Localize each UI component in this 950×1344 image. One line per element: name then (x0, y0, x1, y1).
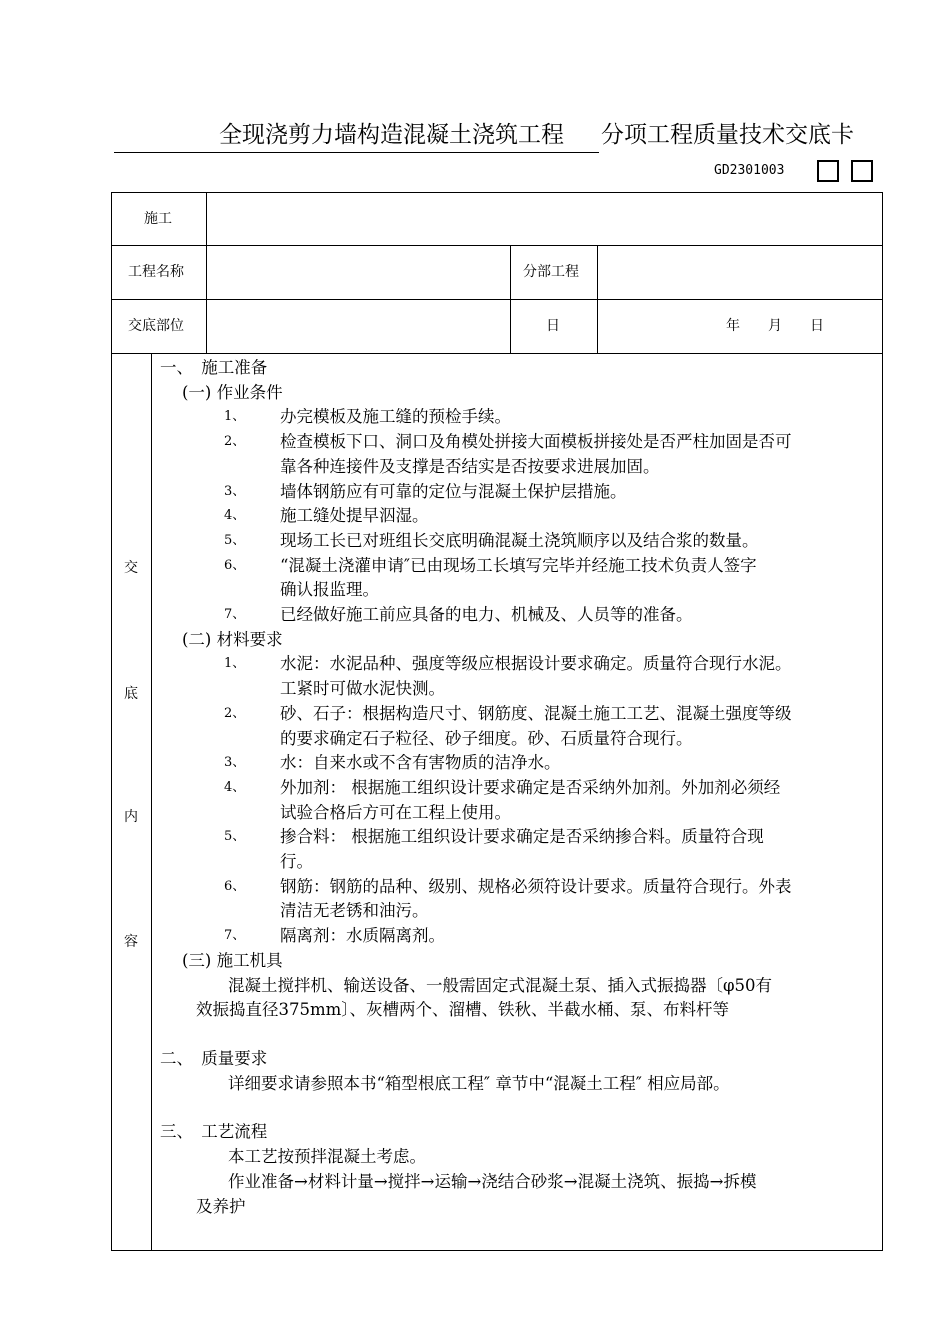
section-1a-title: (一) 作业条件 (182, 382, 283, 402)
item-number: 4、 (224, 779, 246, 795)
item-text-line: 砂、石子：根据构造尺寸、钢筋度、混凝土施工工艺、混凝土强度等级 (280, 703, 792, 723)
item-text-line: “混凝土浇灌申请″已由现场工长填写完毕并经施工技术负责人签字 (280, 555, 757, 575)
item-number: 1、 (224, 656, 246, 672)
document-title (114, 118, 884, 152)
process-text-1: 本工艺按预拌混凝土考虑。 (228, 1147, 426, 1167)
item-text-line: 行。 (280, 852, 313, 872)
list-item (160, 924, 878, 949)
side-char-2: 底 (124, 686, 138, 702)
item-text-line: 水泥：水泥品种、强度等级应根据设计要求确定。质量符合现行水泥。 (280, 654, 792, 674)
col-divider-label (206, 192, 207, 353)
item-text-line: 靠各种连接件及支撑是否结实是否按要求进展加固。 (280, 456, 660, 476)
col-divider-right (597, 245, 598, 353)
item-number: 2、 (224, 434, 246, 450)
item-text-line: 的要求确定石子粒径、砂子细度。砂、石质量符合现行。 (280, 728, 693, 748)
date-field: 年 月 日 (726, 318, 824, 334)
process-text-2: 作业准备→材料计量→搅拌→运输→浇结合砂浆→混凝土浇筑、振捣→拆模 (228, 1171, 757, 1191)
list-item (160, 702, 878, 751)
list-item (160, 751, 878, 776)
section-3-title: 三、 工艺流程 (160, 1122, 268, 1142)
item-text-line: 检查模板下口、洞口及角模处拼接大面模板拼接处是否严柱加固是否可 (280, 432, 792, 452)
section-1-title: 一、 施工准备 (160, 358, 268, 377)
tools-text-line-1: 混凝土搅拌机、输送设备、一般需固定式混凝土泵、插入式振捣器〔φ50有 (228, 975, 773, 995)
quality-text: 详细要求请参照本书“箱型根底工程″ 章节中“混凝土工程″ 相应局部。 (228, 1073, 730, 1093)
checkbox-1[interactable] (817, 160, 839, 182)
item-text-line: 清洁无老锈和油污。 (280, 901, 429, 921)
section-1c-title: (三) 施工机具 (182, 950, 283, 970)
title-suffix: 分项工程质量技术交底卡 (601, 122, 854, 148)
item-number: 7、 (224, 607, 246, 623)
item-number: 6、 (224, 878, 246, 894)
row-divider-3 (111, 353, 883, 354)
label-sub-project: 分部工程 (523, 264, 579, 280)
item-text-line: 确认报监理。 (280, 580, 379, 600)
item-text-line: 掺合料： 根据施工组织设计要求确定是否采纳掺合料。质量符合现 (280, 827, 764, 847)
side-char-4: 容 (124, 934, 138, 950)
item-text-line: 已经做好施工前应具备的电力、机械及、人员等的准备。 (280, 605, 693, 625)
document-code: GD2301003 (714, 163, 785, 178)
section-1b-title: (二) 材料要求 (182, 629, 283, 649)
label-construction: 施工 (144, 211, 172, 227)
item-text-line: 墙体钢筋应有可靠的定位与混凝土保护层措施。 (280, 481, 627, 501)
col-divider-mid (510, 245, 511, 353)
list-item (160, 825, 878, 874)
item-text-line: 工紧时可做水泥快测。 (280, 679, 445, 699)
row-divider-2 (111, 299, 883, 300)
item-text-line: 水：自来水或不含有害物质的洁净水。 (280, 753, 561, 773)
item-number: 5、 (224, 829, 246, 845)
item-text-line: 现场工长已对班组长交底明确混凝土浇筑顺序以及结合浆的数量。 (280, 530, 759, 550)
row-divider-1 (111, 245, 883, 246)
side-char-1: 交 (124, 560, 138, 576)
col-divider-side (151, 353, 152, 1251)
handover-content (160, 356, 878, 1219)
checkbox-2[interactable] (851, 160, 873, 182)
material-requirements-list (160, 652, 878, 948)
label-project-name: 工程名称 (128, 264, 184, 280)
item-text-line: 办完模板及施工缝的预检手续。 (280, 407, 511, 427)
list-item (160, 529, 878, 554)
item-number: 3、 (224, 483, 246, 499)
list-item (160, 652, 878, 701)
section-2-title: 二、 质量要求 (160, 1048, 268, 1068)
item-number: 5、 (224, 532, 246, 548)
list-item (160, 504, 878, 529)
item-text-line: 隔离剂：水质隔离剂。 (280, 926, 445, 946)
label-day: 日 (546, 318, 560, 334)
item-number: 7、 (224, 928, 246, 944)
list-item (160, 480, 878, 505)
list-item (160, 430, 878, 479)
list-item (160, 554, 878, 603)
item-text-line: 外加剂： 根据施工组织设计要求确定是否采纳外加剂。外加剂必须经 (280, 777, 781, 797)
item-number: 2、 (224, 705, 246, 721)
work-conditions-list (160, 405, 878, 627)
list-item (160, 405, 878, 430)
list-item (160, 875, 878, 924)
tools-text-line-2: 效振捣直径375mm〕、灰槽两个、溜槽、铁秋、半截水桶、泵、布料杆等 (196, 1000, 730, 1020)
list-item (160, 776, 878, 825)
item-number: 3、 (224, 755, 246, 771)
item-number: 1、 (224, 409, 246, 425)
label-handover-part: 交底部位 (128, 318, 184, 334)
side-char-3: 内 (124, 809, 138, 825)
item-text-line: 施工缝处提早泅湿。 (280, 506, 429, 526)
item-text-line: 钢筋：钢筋的品种、级别、规格必须符设计要求。质量符合现行。外表 (280, 876, 792, 896)
title-underlined-project: 全现浇剪力墙构造混凝土浇筑工程 (114, 118, 599, 153)
item-text-line: 试验合格后方可在工程上使用。 (280, 802, 511, 822)
item-number: 6、 (224, 557, 246, 573)
process-text-3: 及养护 (196, 1196, 246, 1216)
item-number: 4、 (224, 508, 246, 524)
list-item (160, 603, 878, 628)
